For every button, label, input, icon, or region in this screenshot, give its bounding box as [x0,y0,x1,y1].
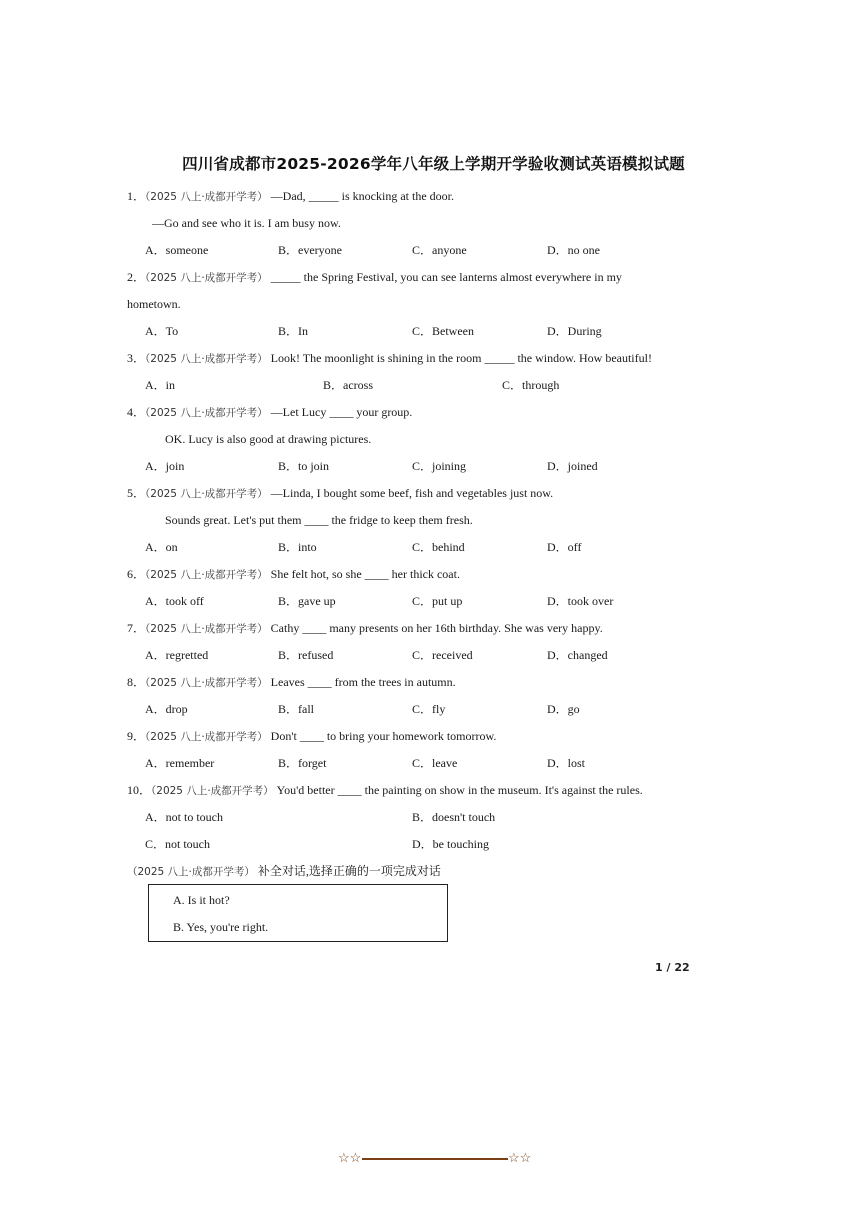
question-stem: Look! The moonlight is shining in the room _____ the window. How beautiful! [270,351,652,365]
question-number: 6． [127,567,146,581]
question-number: 3． [127,351,146,365]
question-number: 7． [127,621,146,635]
question-9 [127,728,496,745]
question-source: （2025 八上·成都开学考） [145,623,268,635]
option-d: D．be touching [412,837,489,851]
page-number: 1 / 22 [655,961,690,974]
footer-decoration [338,1150,532,1168]
option-d: D．changed [547,648,608,662]
option-b: B．across [323,378,373,392]
option-d: D．lost [547,756,586,770]
option-a: A．not to touch [145,810,223,824]
question-number: 9． [127,729,146,743]
question-stem: —Dad, _____ is knocking at the door. [270,189,454,203]
option-c: C．put up [412,594,463,608]
instruction-text: 补全对话,选择正确的一项完成对话 [257,864,441,878]
question-number: 1． [127,189,146,203]
star-icon: ☆☆ [508,1150,532,1165]
option-b: B．fall [278,702,314,716]
dialog-instruction [127,863,441,880]
option-d: D．off [547,540,582,554]
question-4 [127,404,412,421]
question-source: （2025 八上·成都开学考） [145,353,268,365]
question-source: （2025 八上·成都开学考） [145,191,268,203]
option-b: B．everyone [278,243,342,257]
question-10 [127,782,643,799]
option-a: A．on [145,540,178,554]
option-a: A．took off [145,594,204,608]
dialog-options-box [148,884,448,942]
document-title: 四川省成都市2025-2026学年八年级上学期开学验收测试英语模拟试题 [182,155,685,173]
option-d: D．took over [547,594,614,608]
option-a: A．someone [145,243,209,257]
question-number: 5． [127,486,146,500]
dialog-option-b: B. Yes, you're right. [173,920,269,934]
option-d: D．joined [547,459,598,473]
option-b: B．In [278,324,309,338]
question-number: 10． [127,783,152,797]
question-stem: You'd better ____ the painting on show in the museum. It's against the rules. [276,783,643,797]
option-d: D．no one [547,243,600,257]
question-stem: She felt hot, so she ____ her thick coat. [270,567,460,581]
question-3 [127,350,652,367]
question-7 [127,620,603,637]
option-c: C．received [412,648,473,662]
option-b: B．forget [278,756,327,770]
option-b: B．gave up [278,594,336,608]
question-source: （2025 八上·成都开学考） [145,272,268,284]
question-number: 8． [127,675,146,689]
option-a: A．drop [145,702,188,716]
option-b: B．doesn't touch [412,810,496,824]
question-source: （2025 八上·成都开学考） [145,407,268,419]
question-source: （2025 八上·成都开学考） [145,569,268,581]
option-b: B．into [278,540,317,554]
footer-divider [362,1158,508,1160]
question-source: （2025 八上·成都开学考） [145,488,268,500]
question-2 [127,269,622,286]
option-b: B．to join [278,459,330,473]
question-5-line2: Sounds great. Let's put them ____ the fridge to keep them fresh. [165,513,473,527]
option-a: A．in [145,378,176,392]
option-c: C．through [502,378,560,392]
option-a: A．regretted [145,648,209,662]
question-stem: _____ the Spring Festival, you can see lanterns almost everywhere in my [270,270,622,284]
question-source: （2025 八上·成都开学考） [145,677,268,689]
question-number: 4． [127,405,146,419]
option-c: C．behind [412,540,465,554]
option-c: C．Between [412,324,474,338]
dialog-option-a: A. Is it hot? [173,893,230,907]
option-c: C．anyone [412,243,467,257]
option-c: C．not touch [145,837,210,851]
question-source: （2025 八上·成都开学考） [127,866,255,878]
option-a: A．join [145,459,185,473]
question-1-line2: —Go and see who it is. I am busy now. [152,216,341,230]
question-source: （2025 八上·成都开学考） [145,731,268,743]
option-c: C．fly [412,702,446,716]
question-1 [127,188,454,205]
question-6 [127,566,460,583]
question-stem: Cathy ____ many presents on her 16th birthday. She was very happy. [270,621,603,635]
question-4-line2: OK. Lucy is also good at drawing pictures. [165,432,372,446]
option-a: A．To [145,324,179,338]
star-icon: ☆☆ [338,1150,362,1165]
question-stem: Leaves ____ from the trees in autumn. [270,675,456,689]
question-source: （2025 八上·成都开学考） [151,785,274,797]
question-8 [127,674,456,691]
option-d: D．During [547,324,602,338]
option-c: C．joining [412,459,467,473]
question-stem: Don't ____ to bring your homework tomorrow. [270,729,497,743]
question-2-line2: hometown. [127,297,181,311]
option-d: D．go [547,702,580,716]
option-a: A．remember [145,756,215,770]
question-stem: —Let Lucy ____ your group. [270,405,413,419]
option-c: C．leave [412,756,458,770]
question-stem: —Linda, I bought some beef, fish and vegetables just now. [270,486,554,500]
question-number: 2． [127,270,146,284]
question-5 [127,485,553,502]
option-b: B．refused [278,648,334,662]
